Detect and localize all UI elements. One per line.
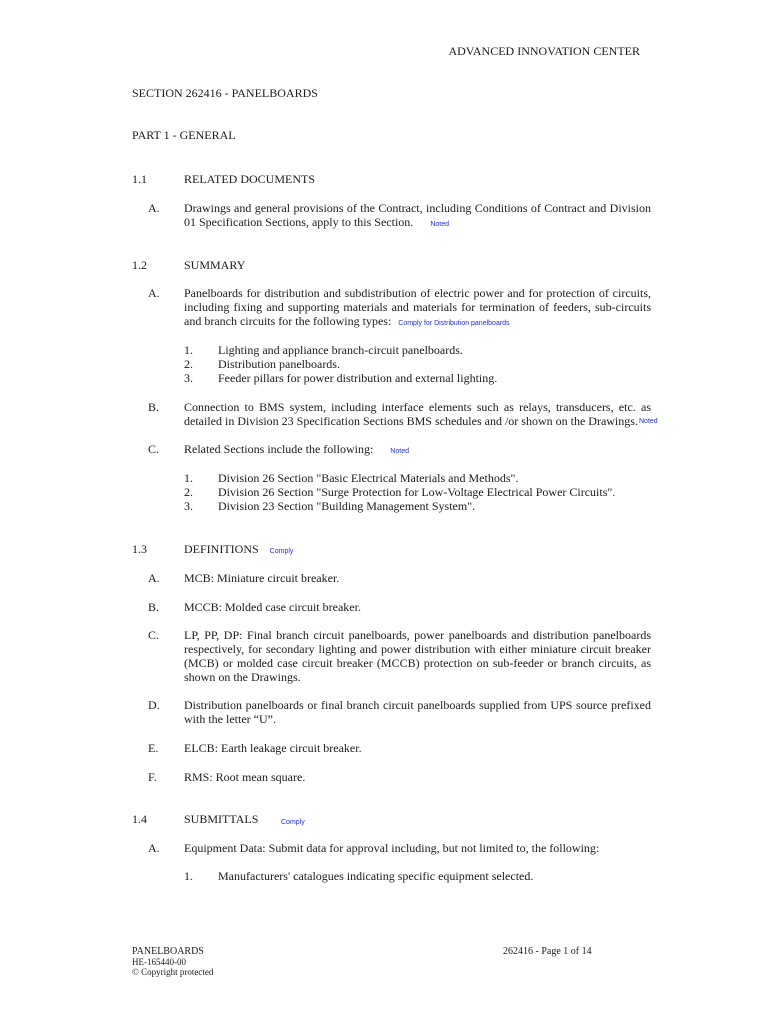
- paragraph-letter: E.: [148, 741, 159, 755]
- review-note: Comply: [281, 819, 305, 826]
- article-title-text: DEFINITIONS: [184, 542, 259, 556]
- list-number: 3.: [184, 371, 193, 385]
- list-number: 2.: [184, 485, 193, 499]
- paragraph: [184, 286, 651, 331]
- paragraph-letter: B.: [148, 400, 160, 414]
- article-title: SUMMARY: [184, 258, 246, 272]
- paragraph-text: RMS: Root mean square.: [184, 770, 306, 784]
- footer-title: PANELBOARDS: [132, 946, 204, 957]
- footer-page-info: 262416 - Page 1 of 14: [503, 946, 592, 957]
- list-number: 2.: [184, 357, 193, 371]
- paragraph-text: Panelboards for distribution and subdistribution of electric power and for protection of circuits, including fixing and supporting materials and materials for termination of feeders, sub-circuits and branch circuits for the following types:: [184, 286, 651, 328]
- section-title: SECTION 262416 - PANELBOARDS: [132, 86, 318, 100]
- list-number: 1.: [184, 869, 193, 883]
- list-item: [184, 371, 497, 385]
- review-note: Noted: [430, 221, 449, 228]
- list-text: Manufacturers' catalogues indicating specific equipment selected.: [218, 869, 534, 883]
- article-title: [184, 542, 293, 559]
- paragraph: [184, 201, 651, 232]
- paragraph: [184, 442, 409, 459]
- list-number: 3.: [184, 499, 193, 513]
- paragraph-letter: F.: [148, 770, 157, 784]
- article-number: 1.2: [132, 258, 147, 272]
- review-note: Comply for Distribution panelboards: [398, 320, 510, 327]
- list-number: 1.: [184, 343, 193, 357]
- list-text: Lighting and appliance branch-circuit panelboards.: [218, 343, 463, 357]
- article-title: SUBMITTALS: [184, 812, 259, 826]
- list-number: 1.: [184, 471, 193, 485]
- list-text: Division 23 Section "Building Management System".: [218, 499, 476, 513]
- paragraph-text: ELCB: Earth leakage circuit breaker.: [184, 741, 362, 755]
- article-title: RELATED DOCUMENTS: [184, 172, 315, 186]
- paragraph-text: Distribution panelboards or final branch circuit panelboards supplied from UPS source prefixed with the letter “U”.: [184, 698, 651, 726]
- list-text: Division 26 Section "Basic Electrical Materials and Methods".: [218, 471, 519, 485]
- paragraph-text: Connection to BMS system, including interface elements such as relays, transducers, etc. as detailed in Division 23 Specification Sections BMS schedules and /or shown on the Drawings.: [184, 400, 651, 428]
- list-text: Feeder pillars for power distribution and external lighting.: [218, 371, 498, 385]
- list-text: Division 26 Section "Surge Protection for Low-Voltage Electrical Power Circuits".: [218, 485, 616, 499]
- review-note: Noted: [639, 418, 658, 425]
- list-item: [184, 499, 475, 513]
- paragraph-text: Equipment Data: Submit data for approval including, but not limited to, the following:: [184, 841, 600, 855]
- paragraph-text: MCCB: Molded case circuit breaker.: [184, 600, 361, 614]
- paragraph-letter: C.: [148, 442, 160, 456]
- list-item: [184, 869, 533, 883]
- paragraph-letter: C.: [148, 628, 160, 642]
- part-title: PART 1 - GENERAL: [132, 128, 236, 142]
- paragraph-text: MCB: Miniature circuit breaker.: [184, 571, 340, 585]
- paragraph-letter: A.: [148, 841, 160, 855]
- article-number: 1.4: [132, 812, 147, 826]
- document-header: ADVANCED INNOVATION CENTER: [448, 44, 640, 58]
- paragraph-letter: A.: [148, 286, 160, 300]
- paragraph-text: LP, PP, DP: Final branch circuit panelboards, power panelboards and distribution panelboards respectively, for secondary lighting and power distribution with either miniature circuit breaker (MCB) or molded case circuit breaker (MCCB) protection on sub-feeder or branch circuits, as shown on the Drawings.: [184, 628, 651, 684]
- list-item: [184, 357, 340, 371]
- paragraph: [184, 400, 651, 428]
- paragraph-letter: A.: [148, 201, 160, 215]
- review-note: Comply: [269, 548, 294, 555]
- list-item: [184, 471, 518, 485]
- review-note: Noted: [390, 448, 409, 455]
- paragraph-letter: B.: [148, 600, 160, 614]
- footer-doc-code: HE-165440-00: [132, 957, 186, 967]
- paragraph-text: Related Sections include the following:: [184, 442, 374, 456]
- list-item: [184, 343, 463, 357]
- footer-copyright: © Copyright protected: [132, 967, 214, 977]
- article-number: 1.1: [132, 172, 147, 186]
- article-number: 1.3: [132, 542, 147, 556]
- list-text: Distribution panelboards.: [218, 357, 340, 371]
- paragraph-letter: A.: [148, 571, 160, 585]
- paragraph-text: Drawings and general provisions of the Contract, including Conditions of Contract and Division 01 Specification Sections, apply to this Section.: [184, 201, 651, 229]
- paragraph-letter: D.: [148, 698, 160, 712]
- list-item: [184, 485, 615, 499]
